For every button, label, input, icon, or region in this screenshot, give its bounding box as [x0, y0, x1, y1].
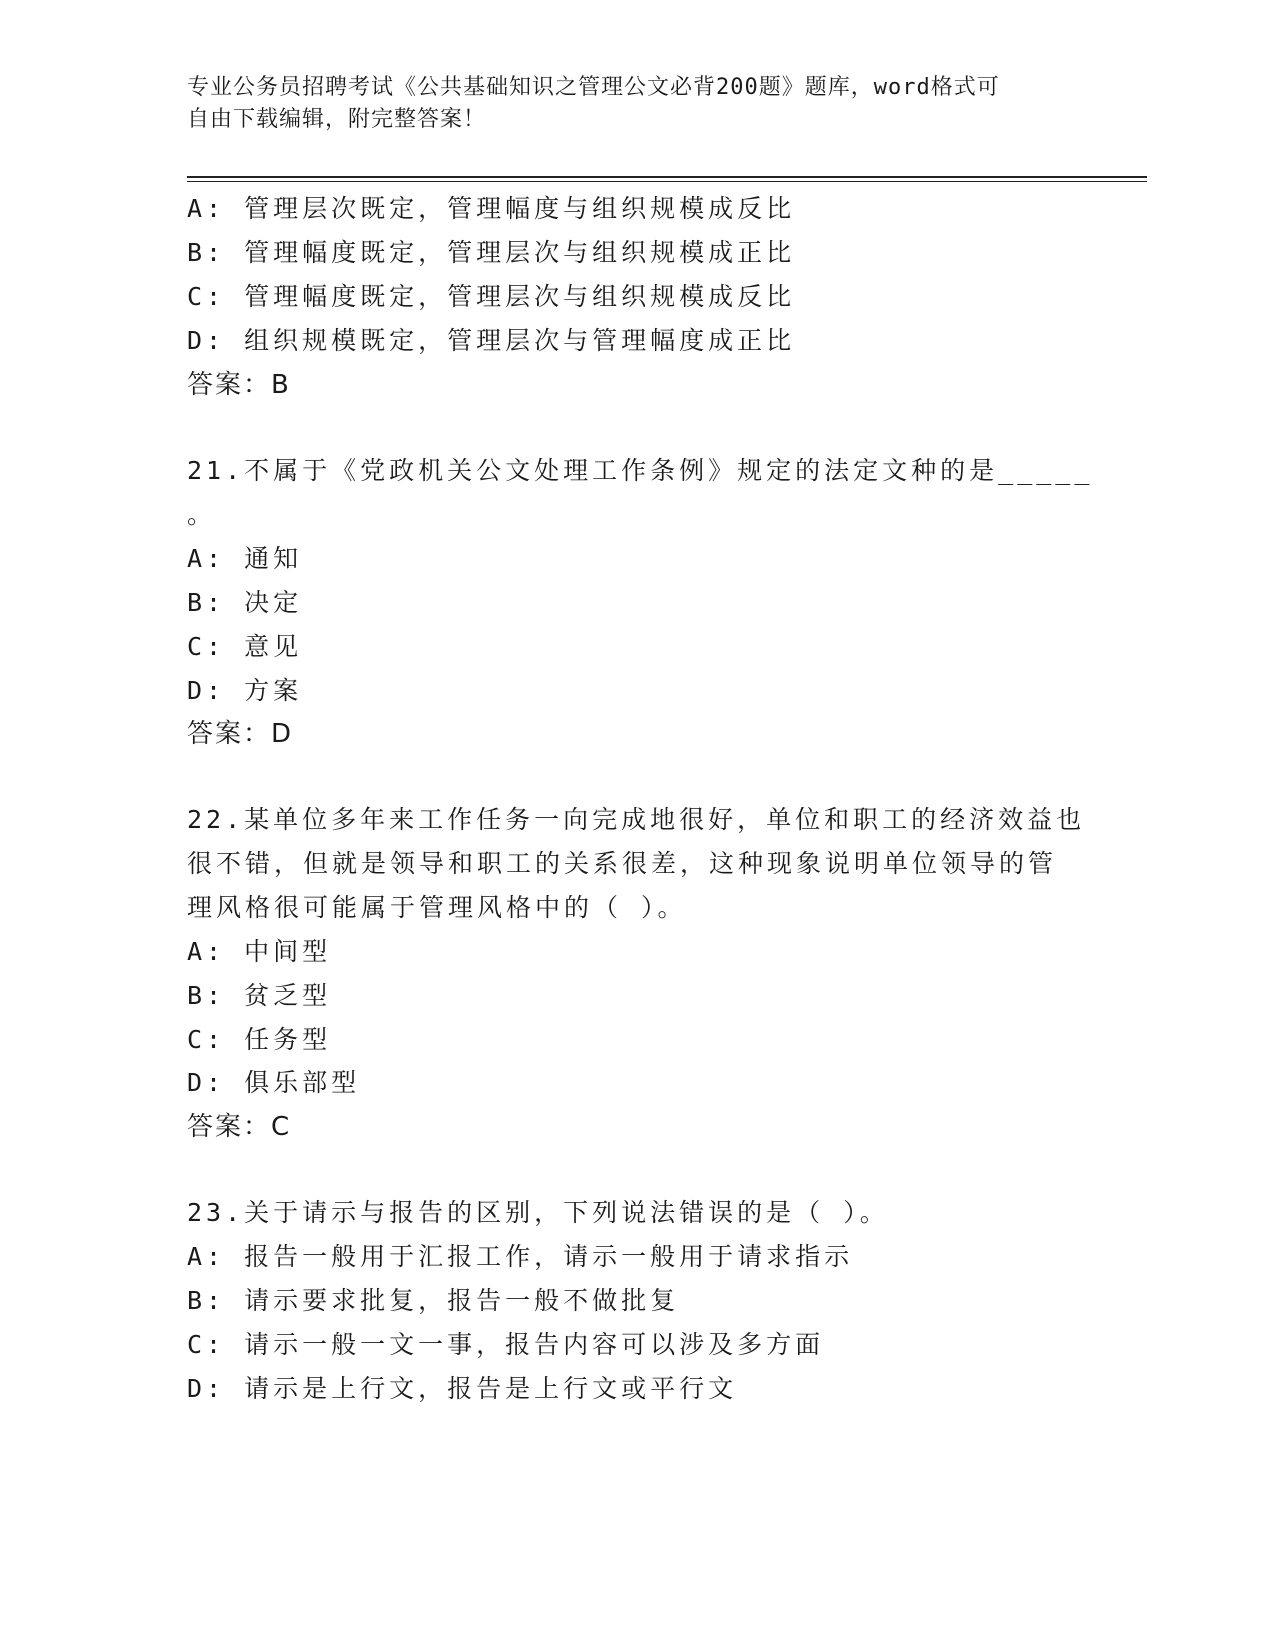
- q20-option-c: C: 管理幅度既定，管理层次与组织规模成反比: [187, 282, 796, 311]
- header-rule-thin: [187, 181, 1147, 182]
- q22-option-c: C: 任务型: [187, 1025, 332, 1054]
- q22-stem-line-2: 很不错，但就是领导和职工的关系很差，这种现象说明单位领导的管: [187, 849, 1058, 878]
- q21-stem-line-2: 。: [187, 500, 217, 529]
- q22-stem-line-1: 22.某单位多年来工作任务一向完成地很好，单位和职工的经济效益也: [187, 805, 1086, 834]
- q22-option-d: D: 俱乐部型: [187, 1068, 361, 1097]
- q22-stem-line-3: 理风格很可能属于管理风格中的（ ）。: [187, 893, 687, 922]
- q23-option-b: B: 请示要求批复，报告一般不做批复: [187, 1286, 680, 1315]
- header-line-2: 自由下载编辑，附完整答案！: [187, 107, 487, 132]
- q20-option-a: A: 管理层次既定，管理幅度与组织规模成反比: [187, 194, 796, 223]
- header-line-1: 专业公务员招聘考试《公共基础知识之管理公文必背200题》题库，word格式可: [187, 75, 1000, 100]
- q22-answer: 答案：C: [187, 1112, 292, 1142]
- q23-option-a: A: 报告一般用于汇报工作，请示一般用于请求指示: [187, 1242, 854, 1271]
- q21-answer: 答案：D: [187, 719, 294, 749]
- q21-option-a: A: 通知: [187, 544, 303, 573]
- document-header: [187, 72, 1087, 136]
- q23-stem-line-1: 23.关于请示与报告的区别，下列说法错误的是（ ）。: [187, 1198, 889, 1227]
- q23-option-d: D: 请示是上行文，报告是上行文或平行文: [187, 1374, 738, 1403]
- q20-option-b: B: 管理幅度既定，管理层次与组织规模成正比: [187, 238, 796, 267]
- q20-answer: 答案：B: [187, 370, 291, 400]
- q22-option-b: B: 贫乏型: [187, 981, 332, 1010]
- q21-option-c: C: 意见: [187, 632, 303, 661]
- q21-stem-line-1: 21.不属于《党政机关公文处理工作条例》规定的法定文种的是_____: [187, 456, 1094, 485]
- header-rule-thick: [187, 176, 1147, 178]
- q23-option-c: C: 请示一般一文一事，报告内容可以涉及多方面: [187, 1330, 825, 1359]
- q21-option-d: D: 方案: [187, 676, 303, 705]
- q22-option-a: A: 中间型: [187, 937, 332, 966]
- q20-option-d: D: 组织规模既定，管理层次与管理幅度成正比: [187, 326, 796, 355]
- q21-option-b: B: 决定: [187, 588, 303, 617]
